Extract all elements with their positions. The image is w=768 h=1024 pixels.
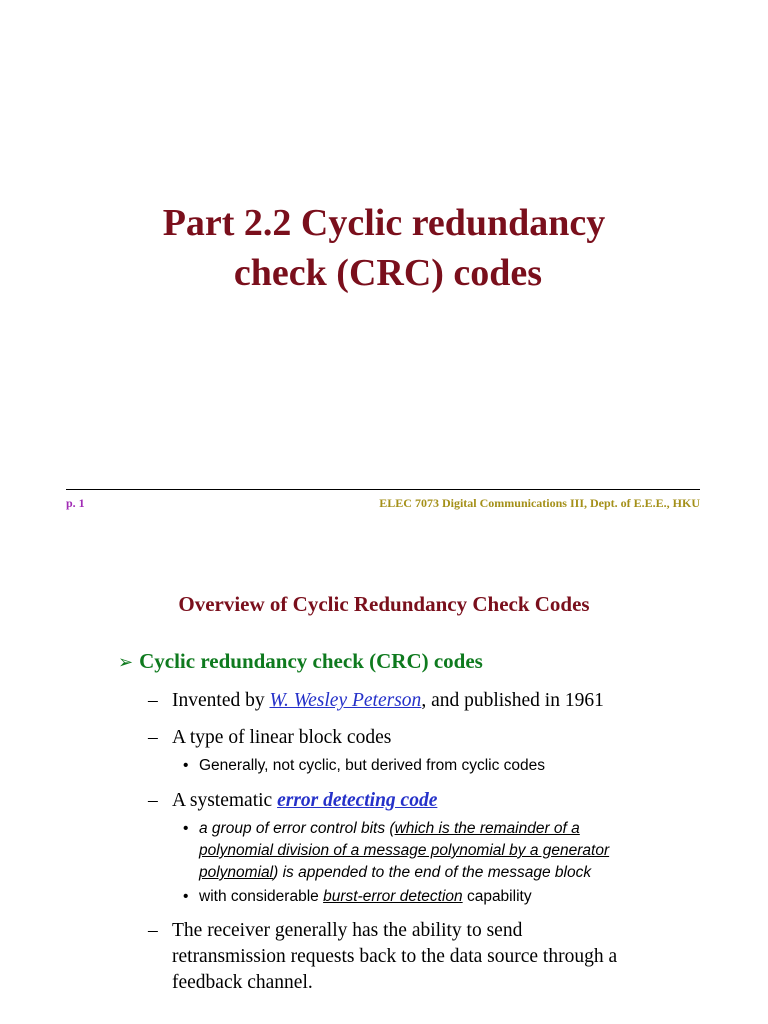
dash-bullet: – bbox=[148, 790, 158, 811]
peterson-link[interactable]: W. Wesley Peterson bbox=[269, 690, 422, 711]
sub-item-error-control-bits: • a group of error control bits (which is the remainder of a polynomial division of a message polynomial by a generator polynomial) is appended to the end of the message block bbox=[183, 820, 610, 881]
sub-item-derived: • Generally, not cyclic, but derived from cyclic codes bbox=[183, 755, 603, 777]
section-title: Overview of Cyclic Redundancy Check Codes bbox=[178, 592, 590, 616]
dot-bullet: • bbox=[183, 888, 189, 905]
slide-title bbox=[0, 198, 768, 298]
dash-bullet: – bbox=[148, 920, 158, 941]
slide-title-line-1: Part 2.2 Cyclic redundancy bbox=[162, 202, 606, 244]
slide-title-line-2: check (CRC) codes bbox=[233, 252, 543, 294]
footer-divider bbox=[66, 489, 700, 490]
dash-bullet: – bbox=[148, 690, 158, 711]
main-bullet-text: Cyclic redundancy check (CRC) codes bbox=[139, 649, 483, 673]
arrow-bullet-icon: ➢ bbox=[118, 652, 134, 673]
page-number: p. 1 bbox=[66, 496, 85, 510]
error-detecting-code-link[interactable]: error detecting code bbox=[277, 790, 438, 811]
sub-item-burst-error: • with considerable burst-error detection capability bbox=[183, 886, 653, 908]
course-credit: ELEC 7073 Digital Communications III, Dept. of E.E.E., HKU bbox=[379, 496, 700, 510]
list-item-invented: – Invented by W. Wesley Peterson, and published in 1961 bbox=[148, 688, 604, 714]
list-item-systematic: – A systematic error detecting code bbox=[148, 788, 437, 814]
dot-bullet: • bbox=[183, 757, 189, 774]
list-item-receiver: – The receiver generally has the ability to send retransmission requests back to the data source through a feedback channel. bbox=[148, 920, 618, 993]
main-bullet bbox=[118, 649, 483, 674]
dot-bullet: • bbox=[183, 820, 189, 837]
list-item-type: – A type of linear block codes bbox=[148, 725, 391, 751]
dash-bullet: – bbox=[148, 727, 158, 748]
